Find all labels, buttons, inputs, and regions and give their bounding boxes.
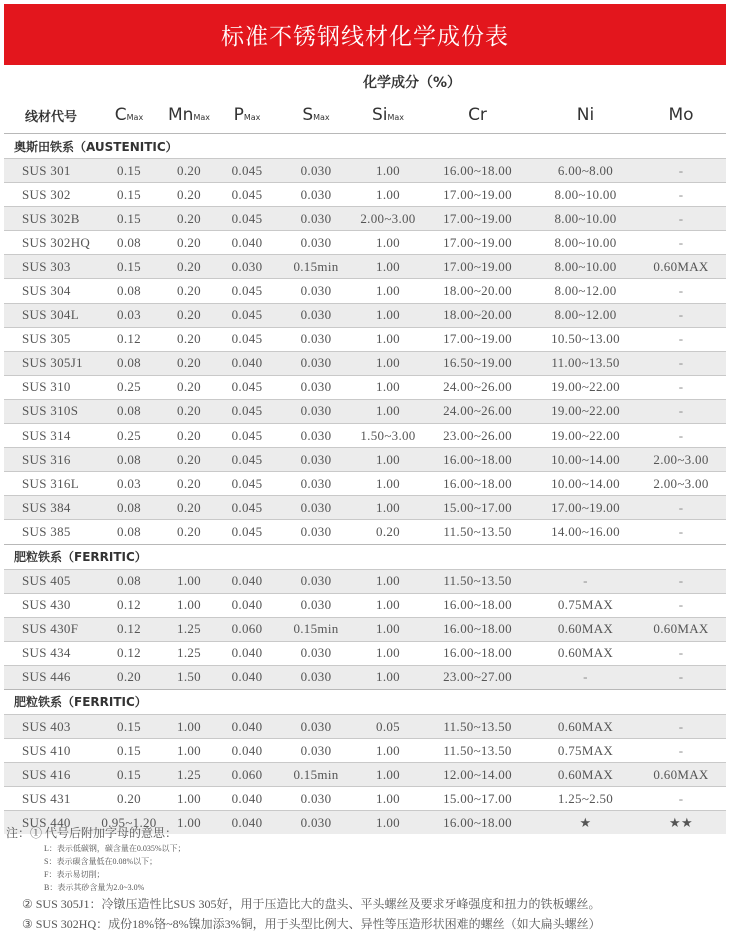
value-cell: 11.00~13.50 [535, 351, 636, 375]
table-row [4, 665, 726, 689]
value-cell: 0.03 [98, 472, 160, 496]
element-symbol: S [302, 105, 314, 125]
value-cell: 0.040 [218, 351, 276, 375]
section-title: 肥粒铁系（FERRITIC） [4, 544, 726, 569]
value-cell: 1.00 [356, 569, 420, 593]
section-header-row [4, 544, 726, 569]
grade-cell: SUS 430F [4, 617, 98, 641]
value-cell: 17.00~19.00 [420, 231, 535, 255]
notes-section [6, 824, 726, 934]
table-row [4, 424, 726, 448]
grade-cell: SUS 410 [4, 739, 98, 763]
grade-cell: SUS 303 [4, 255, 98, 279]
value-cell: 11.50~13.50 [420, 714, 535, 738]
element-symbol: Mo [668, 105, 694, 125]
value-cell: 17.00~19.00 [420, 327, 535, 351]
value-cell: 0.030 [276, 569, 356, 593]
value-cell: 1.00 [356, 183, 420, 207]
value-cell: 0.20 [356, 520, 420, 544]
value-cell: - [636, 665, 726, 689]
value-cell: 11.50~13.50 [420, 739, 535, 763]
value-cell: ★★ [636, 811, 726, 835]
value-cell: 0.20 [160, 520, 218, 544]
value-cell: - [636, 569, 726, 593]
value-cell: 0.030 [276, 159, 356, 183]
value-cell: - [636, 714, 726, 738]
section-header-row [4, 134, 726, 159]
value-cell: 8.00~10.00 [535, 207, 636, 231]
value-cell: 1.25 [160, 641, 218, 665]
table-row [4, 375, 726, 399]
value-cell: 2.00~3.00 [356, 207, 420, 231]
value-cell: 1.00 [356, 231, 420, 255]
value-cell: 0.08 [98, 496, 160, 520]
value-cell: 1.00 [356, 375, 420, 399]
element-header-ni [535, 97, 636, 134]
value-cell: 0.040 [218, 593, 276, 617]
value-cell: - [636, 159, 726, 183]
grade-cell: SUS 305 [4, 327, 98, 351]
value-cell: - [636, 787, 726, 811]
value-cell: 0.08 [98, 448, 160, 472]
section-title: 奥斯田铁系（AUSTENITIC） [4, 134, 726, 159]
value-cell: 0.15min [276, 617, 356, 641]
value-cell: 16.00~18.00 [420, 641, 535, 665]
value-cell: 0.75MAX [535, 739, 636, 763]
value-cell: 0.12 [98, 593, 160, 617]
page-title: 标准不锈钢线材化学成份表 [4, 4, 726, 65]
value-cell: 0.045 [218, 520, 276, 544]
grade-cell: SUS 403 [4, 714, 98, 738]
table-row [4, 183, 726, 207]
value-cell: 16.00~18.00 [420, 617, 535, 641]
element-symbol: Si [371, 105, 388, 125]
grade-cell: SUS 305J1 [4, 351, 98, 375]
element-symbol: C [114, 105, 127, 125]
value-cell: 1.00 [356, 255, 420, 279]
value-cell: 0.030 [218, 255, 276, 279]
table-row [4, 569, 726, 593]
note-subitem: S：表示碳含量低在0.08%以下； [44, 857, 158, 866]
grade-column-header: 线材代号 [4, 67, 98, 134]
value-cell: 2.00~3.00 [636, 448, 726, 472]
table-row [4, 520, 726, 544]
value-cell: 0.20 [160, 472, 218, 496]
value-cell: 0.05 [356, 714, 420, 738]
value-cell: 16.00~18.00 [420, 472, 535, 496]
value-cell: - [636, 351, 726, 375]
table-row [4, 303, 726, 327]
value-cell: 0.15 [98, 763, 160, 787]
value-cell: 10.00~14.00 [535, 448, 636, 472]
grade-cell: SUS 440 [4, 811, 98, 835]
value-cell: 0.20 [160, 255, 218, 279]
value-cell: 0.040 [218, 811, 276, 835]
value-cell: 1.00 [356, 279, 420, 303]
value-cell: 0.20 [160, 399, 218, 423]
table-row [4, 472, 726, 496]
grade-cell: SUS 434 [4, 641, 98, 665]
value-cell: 1.00 [160, 569, 218, 593]
value-cell: 0.040 [218, 714, 276, 738]
table-row [4, 714, 726, 738]
value-cell: 0.030 [276, 183, 356, 207]
value-cell: 0.15 [98, 183, 160, 207]
element-header-mn [160, 97, 218, 134]
value-cell: 0.60MAX [535, 641, 636, 665]
grade-cell: SUS 384 [4, 496, 98, 520]
value-cell: 1.00 [356, 448, 420, 472]
table-row [4, 593, 726, 617]
value-cell: 1.25~2.50 [535, 787, 636, 811]
value-cell: 0.20 [160, 279, 218, 303]
value-cell: 0.20 [160, 303, 218, 327]
table-row [4, 496, 726, 520]
value-cell: 1.00 [356, 763, 420, 787]
value-cell: 1.00 [160, 811, 218, 835]
value-cell: 0.20 [160, 207, 218, 231]
value-cell: 15.00~17.00 [420, 496, 535, 520]
value-cell: 0.030 [276, 641, 356, 665]
value-cell: 0.030 [276, 739, 356, 763]
value-cell: - [636, 303, 726, 327]
value-cell: 0.15 [98, 159, 160, 183]
value-cell: 12.00~14.00 [420, 763, 535, 787]
value-cell: 1.00 [160, 593, 218, 617]
value-cell: 14.00~16.00 [535, 520, 636, 544]
value-cell: 0.12 [98, 327, 160, 351]
table-row [4, 763, 726, 787]
value-cell: 0.030 [276, 448, 356, 472]
table-row [4, 159, 726, 183]
value-cell: 0.25 [98, 424, 160, 448]
note-subitem: L：表示低碳钢，碳含量在0.035%以下； [44, 844, 186, 853]
value-cell: 10.50~13.00 [535, 327, 636, 351]
table-row [4, 617, 726, 641]
value-cell: - [636, 739, 726, 763]
value-cell: - [636, 520, 726, 544]
value-cell: 0.030 [276, 787, 356, 811]
grade-cell: SUS 316 [4, 448, 98, 472]
value-cell: - [636, 399, 726, 423]
value-cell: 0.15 [98, 739, 160, 763]
table-row [4, 231, 726, 255]
grade-cell: SUS 302B [4, 207, 98, 231]
value-cell: - [636, 183, 726, 207]
value-cell: 19.00~22.00 [535, 399, 636, 423]
element-symbol: Ni [576, 105, 595, 125]
grade-cell: SUS 301 [4, 159, 98, 183]
section-title: 肥粒铁系（FERRITIC） [4, 689, 726, 714]
value-cell: 16.00~18.00 [420, 159, 535, 183]
value-cell: 1.00 [356, 327, 420, 351]
value-cell: 0.045 [218, 183, 276, 207]
value-cell: 6.00~8.00 [535, 159, 636, 183]
value-cell: 0.15min [276, 255, 356, 279]
value-cell: 18.00~20.00 [420, 279, 535, 303]
value-cell: 0.20 [98, 787, 160, 811]
value-cell: 0.20 [160, 183, 218, 207]
value-cell: - [636, 279, 726, 303]
value-cell: 1.00 [356, 496, 420, 520]
value-cell: 0.045 [218, 424, 276, 448]
value-cell: 1.00 [356, 593, 420, 617]
note-subitem: B：表示其砂含量为2.0~3.0% [44, 883, 145, 892]
element-subscript: Max [243, 113, 261, 122]
grade-cell: SUS 416 [4, 763, 98, 787]
value-cell: 11.50~13.50 [420, 520, 535, 544]
value-cell: 1.00 [160, 714, 218, 738]
composition-table [4, 67, 726, 834]
value-cell: 0.030 [276, 496, 356, 520]
element-header-cr [420, 97, 535, 134]
value-cell: 0.030 [276, 665, 356, 689]
element-header-p [218, 97, 276, 134]
value-cell: 0.08 [98, 399, 160, 423]
value-cell: 0.045 [218, 496, 276, 520]
value-cell: 0.20 [160, 327, 218, 351]
value-cell: 0.08 [98, 231, 160, 255]
value-cell: 0.030 [276, 424, 356, 448]
value-cell: 0.040 [218, 739, 276, 763]
section-header-row [4, 689, 726, 714]
element-header-c [98, 97, 160, 134]
value-cell: 0.045 [218, 448, 276, 472]
value-cell: 23.00~26.00 [420, 424, 535, 448]
value-cell: 0.040 [218, 641, 276, 665]
value-cell: 0.08 [98, 520, 160, 544]
value-cell: 0.060 [218, 617, 276, 641]
value-cell: 0.045 [218, 327, 276, 351]
grade-cell: SUS 304L [4, 303, 98, 327]
grade-cell: SUS 405 [4, 569, 98, 593]
value-cell: 8.00~10.00 [535, 231, 636, 255]
table-row [4, 351, 726, 375]
value-cell: 0.15 [98, 207, 160, 231]
value-cell: 1.25 [160, 763, 218, 787]
value-cell: 0.030 [276, 714, 356, 738]
grade-cell: SUS 310 [4, 375, 98, 399]
value-cell: 0.60MAX [535, 617, 636, 641]
value-cell: 0.030 [276, 327, 356, 351]
table-row [4, 279, 726, 303]
grade-cell: SUS 430 [4, 593, 98, 617]
value-cell: 1.00 [356, 787, 420, 811]
value-cell: 0.045 [218, 472, 276, 496]
value-cell: 0.030 [276, 593, 356, 617]
value-cell: 0.20 [160, 375, 218, 399]
value-cell: 0.030 [276, 207, 356, 231]
value-cell: - [636, 424, 726, 448]
value-cell: 0.030 [276, 472, 356, 496]
value-cell: 0.75MAX [535, 593, 636, 617]
value-cell: 1.25 [160, 617, 218, 641]
element-subscript: Max [126, 113, 144, 122]
value-cell: 0.040 [218, 665, 276, 689]
value-cell: 0.045 [218, 375, 276, 399]
note-heading: 注：① 代号后附加字母的意思： [6, 826, 178, 840]
value-cell: 8.00~12.00 [535, 279, 636, 303]
value-cell: 0.060 [218, 763, 276, 787]
value-cell: 0.20 [160, 351, 218, 375]
value-cell: 1.00 [356, 159, 420, 183]
value-cell: - [636, 207, 726, 231]
element-symbol: P [233, 105, 244, 125]
value-cell: - [636, 231, 726, 255]
value-cell: 0.030 [276, 351, 356, 375]
value-cell: 0.030 [276, 375, 356, 399]
value-cell: 2.00~3.00 [636, 472, 726, 496]
value-cell: - [636, 327, 726, 351]
value-cell: 15.00~17.00 [420, 787, 535, 811]
element-subscript: Max [193, 113, 210, 122]
value-cell: - [535, 665, 636, 689]
grade-cell: SUS 310S [4, 399, 98, 423]
table-row [4, 739, 726, 763]
value-cell: 0.045 [218, 303, 276, 327]
table-row [4, 399, 726, 423]
element-subscript: Max [387, 113, 405, 122]
value-cell: 0.030 [276, 399, 356, 423]
value-cell: 17.00~19.00 [535, 496, 636, 520]
value-cell: 0.045 [218, 399, 276, 423]
value-cell: 1.00 [356, 399, 420, 423]
value-cell: 1.00 [356, 665, 420, 689]
grade-cell: SUS 431 [4, 787, 98, 811]
value-cell: 1.00 [356, 641, 420, 665]
value-cell: 0.12 [98, 641, 160, 665]
note-subitem: F：表示易切削； [44, 870, 105, 879]
value-cell: 1.50 [160, 665, 218, 689]
table-row [4, 787, 726, 811]
value-cell: 1.00 [356, 811, 420, 835]
grade-cell: SUS 304 [4, 279, 98, 303]
value-cell: 23.00~27.00 [420, 665, 535, 689]
value-cell: 0.08 [98, 351, 160, 375]
value-cell: 17.00~19.00 [420, 255, 535, 279]
value-cell: - [636, 375, 726, 399]
value-cell: 0.030 [276, 279, 356, 303]
value-cell: 0.20 [160, 448, 218, 472]
composition-table-container [4, 67, 726, 834]
value-cell: 0.030 [276, 811, 356, 835]
value-cell: 0.20 [160, 496, 218, 520]
grade-cell: SUS 385 [4, 520, 98, 544]
element-symbol: Cr [468, 105, 487, 125]
value-cell: 0.030 [276, 303, 356, 327]
value-cell: 0.95~1.20 [98, 811, 160, 835]
value-cell: - [636, 641, 726, 665]
value-cell: 1.00 [160, 787, 218, 811]
value-cell: 11.50~13.50 [420, 569, 535, 593]
value-cell: 19.00~22.00 [535, 424, 636, 448]
value-cell: 8.00~12.00 [535, 303, 636, 327]
value-cell: 24.00~26.00 [420, 399, 535, 423]
value-cell: 0.20 [160, 424, 218, 448]
value-cell: ★ [535, 811, 636, 835]
value-cell: 1.00 [356, 617, 420, 641]
value-cell: 16.00~18.00 [420, 811, 535, 835]
value-cell: 18.00~20.00 [420, 303, 535, 327]
grade-cell: SUS 302HQ [4, 231, 98, 255]
value-cell: 0.15 [98, 255, 160, 279]
value-cell: 0.08 [98, 279, 160, 303]
value-cell: 1.00 [356, 739, 420, 763]
value-cell: 0.20 [160, 159, 218, 183]
value-cell: 1.00 [160, 739, 218, 763]
grade-cell: SUS 302 [4, 183, 98, 207]
value-cell: 0.045 [218, 207, 276, 231]
value-cell: 0.60MAX [636, 255, 726, 279]
value-cell: 10.00~14.00 [535, 472, 636, 496]
element-header-si [356, 97, 420, 134]
value-cell: 0.045 [218, 279, 276, 303]
value-cell: 0.040 [218, 231, 276, 255]
element-symbol: Mn [168, 105, 194, 125]
value-cell: - [636, 496, 726, 520]
note-item: ③ SUS 302HQ：成份18%铬~8%镍加添3%铜，用于头型比例大、异性等压造形状困难的螺丝（如大扁头螺丝） [22, 917, 601, 931]
table-row [4, 327, 726, 351]
table-row [4, 255, 726, 279]
grade-cell: SUS 314 [4, 424, 98, 448]
value-cell: 0.03 [98, 303, 160, 327]
note-item: ② SUS 305J1：冷镦压造性比SUS 305好，用于压造比大的盘头、平头螺丝及要求牙峰强度和扭力的铁板螺丝。 [22, 897, 601, 911]
value-cell: 0.60MAX [535, 714, 636, 738]
grade-cell: SUS 446 [4, 665, 98, 689]
value-cell: 0.60MAX [636, 617, 726, 641]
value-cell: 0.030 [276, 520, 356, 544]
value-cell: 16.00~18.00 [420, 448, 535, 472]
element-header-s [276, 97, 356, 134]
table-row [4, 641, 726, 665]
value-cell: 0.60MAX [535, 763, 636, 787]
table-row [4, 207, 726, 231]
value-cell: 0.040 [218, 787, 276, 811]
value-cell: 17.00~19.00 [420, 183, 535, 207]
value-cell: 0.040 [218, 569, 276, 593]
value-cell: 0.045 [218, 159, 276, 183]
value-cell: 0.25 [98, 375, 160, 399]
value-cell: 0.030 [276, 231, 356, 255]
value-cell: 8.00~10.00 [535, 255, 636, 279]
value-cell: 0.12 [98, 617, 160, 641]
element-subscript: Max [313, 113, 330, 122]
grade-cell: SUS 316L [4, 472, 98, 496]
value-cell: 1.00 [356, 303, 420, 327]
value-cell: 0.20 [160, 231, 218, 255]
value-cell: 0.15min [276, 763, 356, 787]
value-cell: 0.60MAX [636, 763, 726, 787]
value-cell: 0.15 [98, 714, 160, 738]
value-cell: - [535, 569, 636, 593]
value-cell: 1.00 [356, 351, 420, 375]
value-cell: 0.08 [98, 569, 160, 593]
value-cell: 16.50~19.00 [420, 351, 535, 375]
value-cell: 1.00 [356, 472, 420, 496]
element-header-mo [636, 97, 726, 134]
composition-group-header: 化学成分（%） [98, 67, 726, 97]
value-cell: 1.50~3.00 [356, 424, 420, 448]
value-cell: - [636, 593, 726, 617]
value-cell: 0.20 [98, 665, 160, 689]
value-cell: 8.00~10.00 [535, 183, 636, 207]
value-cell: 16.00~18.00 [420, 593, 535, 617]
value-cell: 19.00~22.00 [535, 375, 636, 399]
value-cell: 24.00~26.00 [420, 375, 535, 399]
table-row [4, 448, 726, 472]
value-cell: 17.00~19.00 [420, 207, 535, 231]
